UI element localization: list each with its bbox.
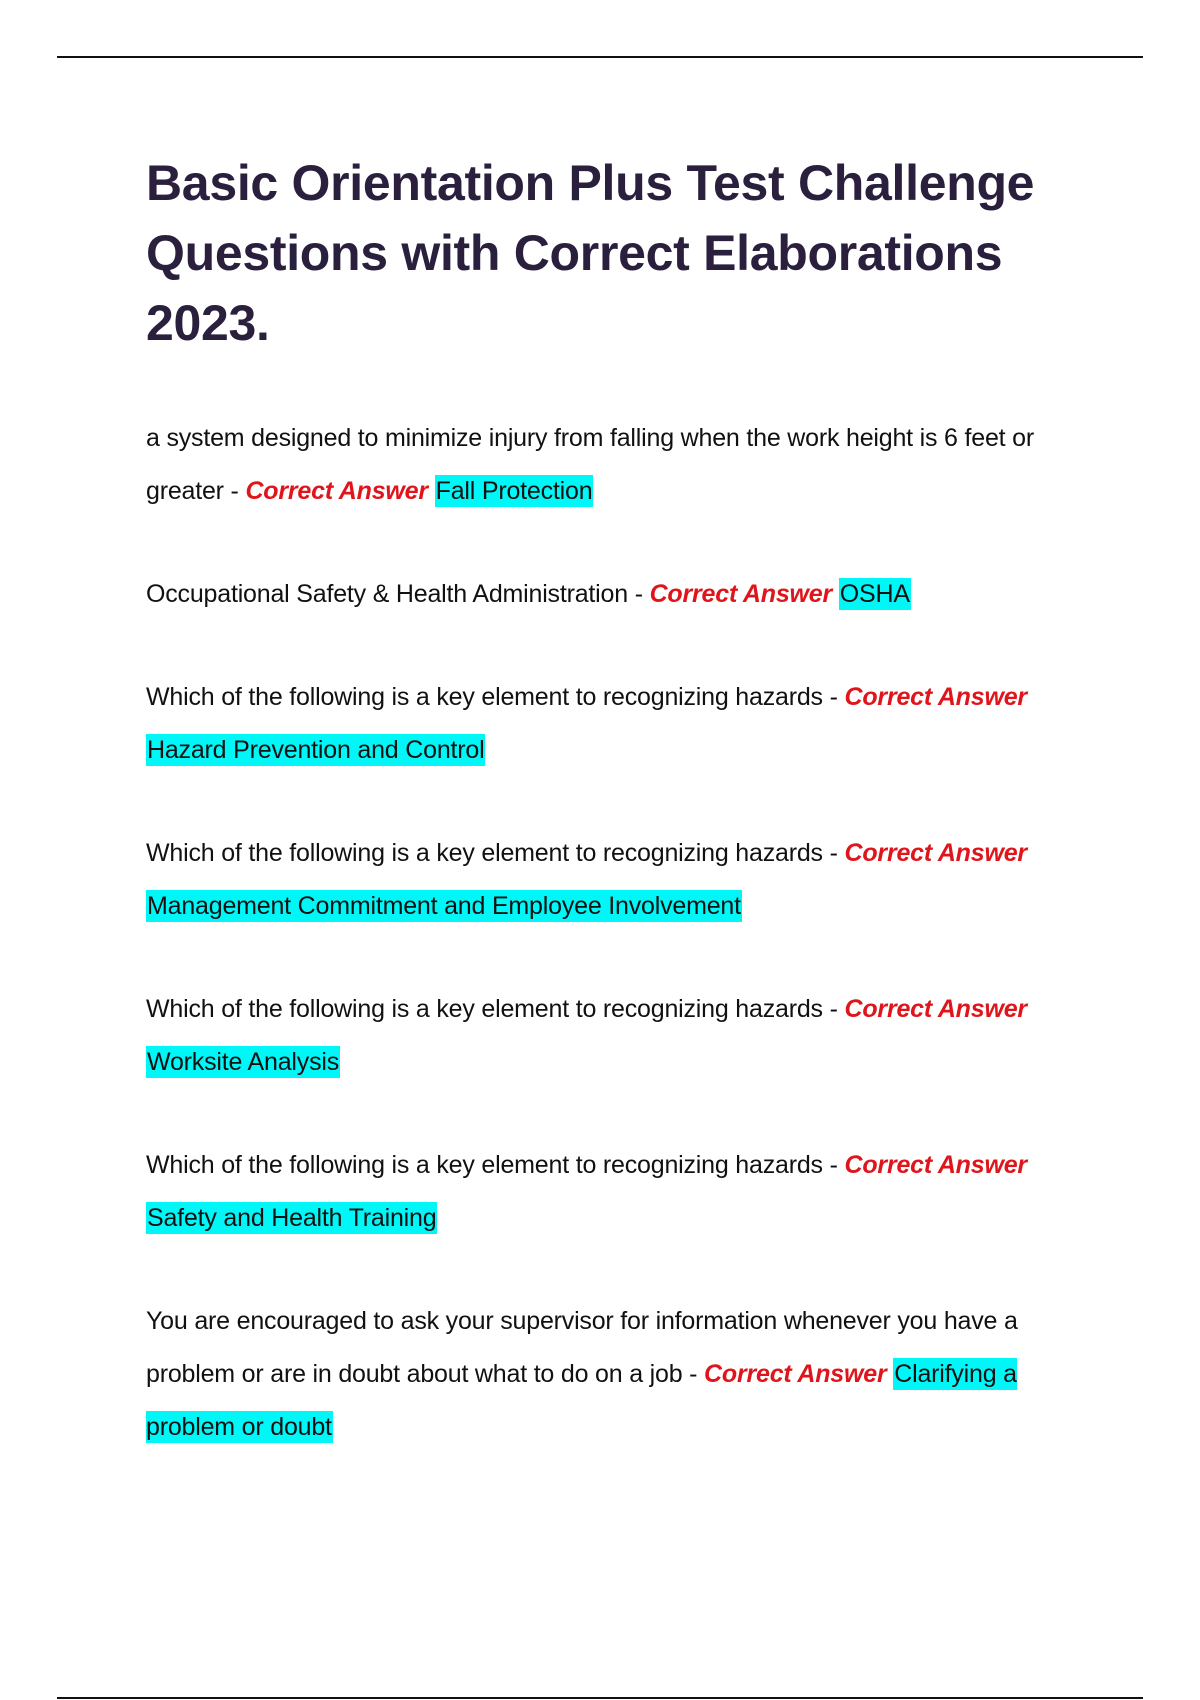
correct-answer-label: Correct Answer (844, 839, 1027, 867)
qa-item: Occupational Safety & Health Administration - Correct Answer OSHA (146, 580, 910, 608)
question-text: Which of the following is a key element to recognizing hazards (146, 683, 823, 711)
document-title: Basic Orientation Plus Test Challenge Questions with Correct Elaborations 2023. (146, 155, 1035, 351)
correct-answer-label: Correct Answer (844, 683, 1027, 711)
correct-answer-label: Correct Answer (704, 1360, 887, 1388)
answer-text: Clarifying a problem or doubt (146, 1360, 1017, 1441)
correct-answer-label: Correct Answer (245, 477, 428, 505)
correct-answer-label: Correct Answer (649, 580, 833, 608)
qa-item: Which of the following is a key element to recognizing hazards - Correct Answer Worksite Analysis (146, 995, 1027, 1076)
answer-text: OSHA (839, 580, 910, 608)
answer-text: Management Commitment and Employee Involvement (147, 892, 741, 920)
top-rule (57, 56, 1143, 58)
qa-item: Which of the following is a key element to recognizing hazards - Correct Answer Management Commitment and Employee Involvement (146, 839, 1027, 920)
qa-item: Which of the following is a key element to recognizing hazards - Correct Answer Hazard Prevention and Control (146, 683, 1027, 764)
answer-text: Worksite Analysis (147, 1048, 340, 1076)
question-text: Which of the following is a key element to recognizing hazards (146, 839, 823, 867)
correct-answer-label: Correct Answer (844, 1151, 1027, 1179)
correct-answer-label: Correct Answer (844, 995, 1027, 1023)
question-text: You are encouraged to ask your supervisor for information whenever you have a problem or are in doubt about what to do on a job (146, 1307, 1018, 1388)
answer-text: Safety and Health Training (147, 1204, 437, 1232)
question-text: Which of the following is a key element to recognizing hazards (146, 1151, 823, 1179)
question-text: a system designed to minimize injury from falling when the work height is 6 feet or greater (146, 424, 1034, 505)
question-text: Which of the following is a key element to recognizing hazards (146, 995, 823, 1023)
answer-text: Hazard Prevention and Control (147, 736, 485, 764)
bottom-rule (57, 1697, 1143, 1699)
qa-list (146, 412, 1066, 1454)
question-text: Occupational Safety & Health Administration (146, 580, 628, 608)
qa-item: Which of the following is a key element to recognizing hazards - Correct Answer Safety and Health Training (146, 1151, 1027, 1232)
answer-text: Fall Protection (435, 477, 593, 505)
qa-item: a system designed to minimize injury from falling when the work height is 6 feet or greater - Correct Answer Fall Protection (146, 424, 1034, 505)
qa-item: You are encouraged to ask your supervisor for information whenever you have a problem or are in doubt about what to do on a job - Correct Answer Clarifying a problem or doubt (146, 1307, 1018, 1441)
document-body (146, 148, 1066, 1504)
